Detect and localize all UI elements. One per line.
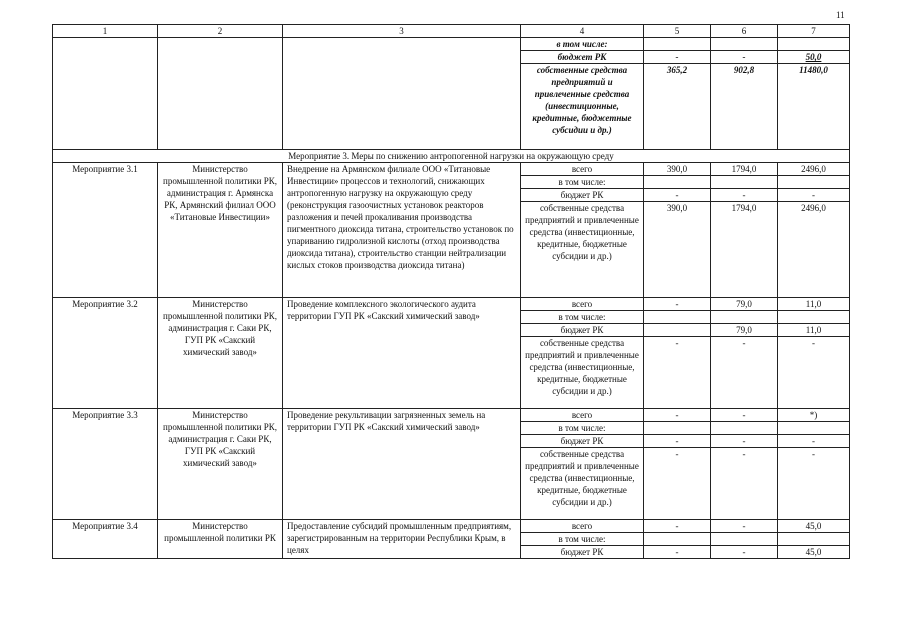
- measure-description: Проведение рекультивации загрязненных земель на территории ГУП РК «Сакский химический завод»: [283, 409, 521, 520]
- value-cell: -: [778, 189, 850, 202]
- page-number: 11: [836, 10, 845, 20]
- measure-executor: Министерство промышленной политики РК, администрация г. Саки РК, ГУП РК «Сакский химический завод»: [158, 298, 283, 409]
- value-cell: 2496,0: [778, 202, 850, 298]
- value-cell: -: [778, 435, 850, 448]
- value-cell: -: [644, 409, 711, 422]
- value-cell: -: [711, 189, 778, 202]
- value-cell: 902,8: [711, 64, 778, 150]
- funding-table: [52, 24, 850, 559]
- funding-source-label: всего: [521, 163, 644, 176]
- measure-description: Внедрение на Армянском филиале ООО «Титановые Инвестиции» процессов и технологий, снижающих антропогенную нагрузку на окружающую среду (реконструкция газоочистных установок реакторов разложения и печей прокаливания производства пигментного диоксида титана, строительство установок по упариванию гидролизной кислоты (отход производства диоксида титана), строительство станции нейтрализации кислых стоков производства диоксида титана): [283, 163, 521, 298]
- value-cell: 50,0: [778, 51, 850, 64]
- value-cell: -: [711, 435, 778, 448]
- value-cell: -: [644, 337, 711, 409]
- funding-source-label: собственные средства предприятий и привлеченные средства (инвестиционные, кредитные, бюджетные субсидии и др.): [521, 337, 644, 409]
- value-cell: -: [644, 546, 711, 559]
- measure-executor: Министерство промышленной политики РК, администрация г. Саки РК, ГУП РК «Сакский химический завод»: [158, 409, 283, 520]
- value-cell: 45,0: [778, 546, 850, 559]
- funding-source-label: в том числе:: [521, 311, 644, 324]
- value-cell: [644, 533, 711, 546]
- funding-source-label: бюджет РК: [521, 546, 644, 559]
- funding-source-label: всего: [521, 409, 644, 422]
- value-cell: 365,2: [644, 64, 711, 150]
- funding-source-label: всего: [521, 520, 644, 533]
- table-row: [53, 409, 850, 422]
- value-cell: -: [644, 298, 711, 311]
- measure-name: Мероприятие 3.2: [53, 298, 158, 409]
- value-cell: 79,0: [711, 324, 778, 337]
- value-cell: [644, 176, 711, 189]
- value-cell: -: [711, 520, 778, 533]
- header-cell: 6: [711, 25, 778, 38]
- value-cell: [778, 38, 850, 51]
- empty-cell: [53, 38, 158, 150]
- value-cell: [711, 311, 778, 324]
- value-cell: -: [711, 409, 778, 422]
- measure-name: Мероприятие 3.3: [53, 409, 158, 520]
- value-cell: [644, 422, 711, 435]
- table-row: [53, 163, 850, 176]
- value-cell: [778, 176, 850, 189]
- header-cell: 2: [158, 25, 283, 38]
- value-cell: -: [711, 337, 778, 409]
- empty-cell: [158, 38, 283, 150]
- value-cell: 45,0: [778, 520, 850, 533]
- funding-source-label: собственные средства предприятий и привлеченные средства (инвестиционные, кредитные, бюджетные субсидии и др.): [521, 64, 644, 150]
- value-cell: -: [711, 546, 778, 559]
- funding-source-label: собственные средства предприятий и привлеченные средства (инвестиционные, кредитные, бюджетные субсидии и др.): [521, 202, 644, 298]
- value-cell: 1794,0: [711, 163, 778, 176]
- measure-executor: Министерство промышленной политики РК, администрация г. Армянска РК, Армянский филиал ООО «Титановые Инвестиции»: [158, 163, 283, 298]
- header-cell: 5: [644, 25, 711, 38]
- value-cell: [778, 422, 850, 435]
- measure-description: Проведение комплексного экологического аудита территории ГУП РК «Сакский химический завод»: [283, 298, 521, 409]
- value-cell: [778, 533, 850, 546]
- value-cell: 2496,0: [778, 163, 850, 176]
- funding-source-label: в том числе:: [521, 38, 644, 51]
- funding-source-label: в том числе:: [521, 533, 644, 546]
- value-cell: [711, 533, 778, 546]
- header-row: [53, 25, 850, 38]
- table-row: [53, 38, 850, 51]
- funding-source-label: всего: [521, 298, 644, 311]
- value-cell: [644, 324, 711, 337]
- funding-source-label: в том числе:: [521, 176, 644, 189]
- value-cell: *): [778, 409, 850, 422]
- value-cell: [644, 311, 711, 324]
- value-cell: [711, 422, 778, 435]
- funding-source-label: бюджет РК: [521, 435, 644, 448]
- value-cell: -: [644, 448, 711, 520]
- funding-source-label: бюджет РК: [521, 51, 644, 64]
- measure-executor: Министерство промышленной политики РК: [158, 520, 283, 559]
- value-cell: -: [644, 51, 711, 64]
- table-row: [53, 520, 850, 533]
- value-cell: -: [644, 520, 711, 533]
- value-cell: 1794,0: [711, 202, 778, 298]
- value-cell: 390,0: [644, 163, 711, 176]
- table-row: [53, 298, 850, 311]
- value-cell: -: [644, 189, 711, 202]
- value-cell: 390,0: [644, 202, 711, 298]
- value-cell: -: [711, 51, 778, 64]
- header-cell: 3: [283, 25, 521, 38]
- section-title: Мероприятие 3. Меры по снижению антропогенной нагрузки на окружающую среду: [53, 150, 850, 163]
- value-cell: -: [778, 337, 850, 409]
- value-cell: -: [644, 435, 711, 448]
- empty-cell: [283, 38, 521, 150]
- header-cell: 7: [778, 25, 850, 38]
- measure-name: Мероприятие 3.1: [53, 163, 158, 298]
- value-cell: [711, 176, 778, 189]
- value-cell: [644, 38, 711, 51]
- value-cell: [778, 311, 850, 324]
- header-cell: 4: [521, 25, 644, 38]
- value-cell: [711, 38, 778, 51]
- funding-source-label: бюджет РК: [521, 189, 644, 202]
- value-cell: 11,0: [778, 298, 850, 311]
- section-row: [53, 150, 850, 163]
- measure-name: Мероприятие 3.4: [53, 520, 158, 559]
- funding-source-label: в том числе:: [521, 422, 644, 435]
- value-cell: -: [711, 448, 778, 520]
- value-cell: 11480,0: [778, 64, 850, 150]
- funding-source-label: собственные средства предприятий и привлеченные средства (инвестиционные, кредитные, бюджетные субсидии и др.): [521, 448, 644, 520]
- header-cell: 1: [53, 25, 158, 38]
- funding-source-label: бюджет РК: [521, 324, 644, 337]
- value-cell: 11,0: [778, 324, 850, 337]
- value-cell: 79,0: [711, 298, 778, 311]
- value-cell: -: [778, 448, 850, 520]
- measure-description: Предоставление субсидий промышленным предприятиям, зарегистрированным на территории Республики Крым, в целях: [283, 520, 521, 559]
